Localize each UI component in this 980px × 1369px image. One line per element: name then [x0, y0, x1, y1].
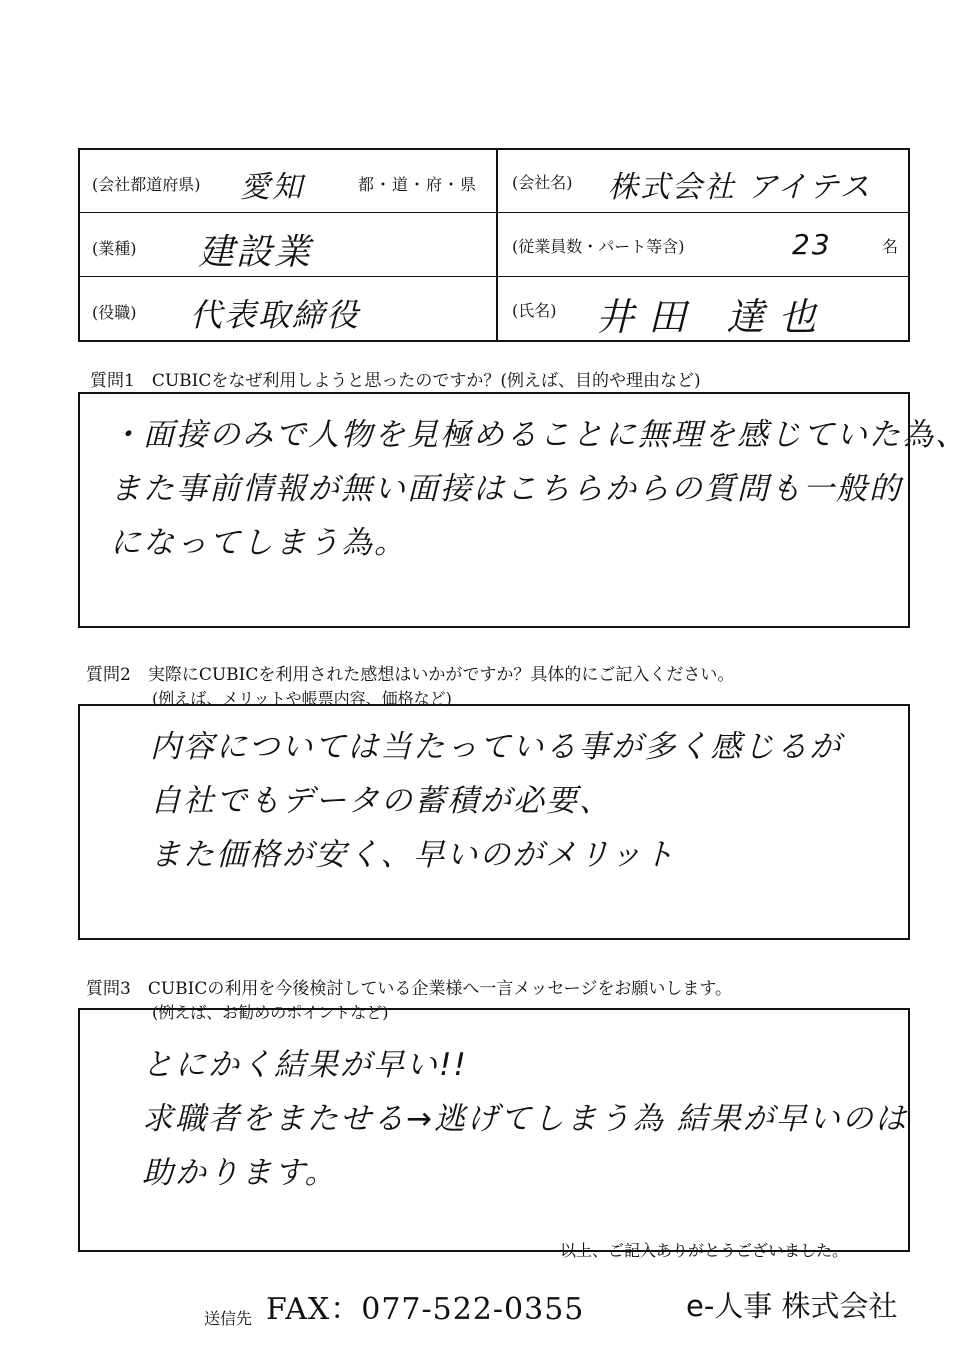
employees-value: 23	[792, 228, 832, 261]
question-3-answer-box	[78, 1008, 910, 1252]
question-1-answer-line: また事前情報が無い面接はこちらからの質問も一般的	[110, 471, 902, 507]
industry-value: 建設業	[198, 232, 313, 273]
question-1-title: 質問1 CUBICをなぜ利用しようと思ったのですか？(例えば、目的や理由など)	[90, 371, 701, 391]
table-divider-row-1	[80, 212, 908, 213]
question-3-answer-line: とにかく結果が早い!!	[142, 1047, 468, 1083]
question-1-answer-line: ・面接のみで人物を見極めることに無理を感じていた為、	[110, 417, 968, 453]
name-value: 井田 達也	[596, 295, 831, 339]
question-2-answer-line: 内容については当たっている事が多く感じるが	[150, 729, 843, 765]
send-to-label: 送信先	[204, 1309, 253, 1328]
prefecture-suffix: 都・道・府・県	[358, 175, 478, 194]
fax-number: FAX：077-522-0355	[266, 1292, 585, 1327]
name-label: (氏名)	[512, 301, 557, 320]
question-3-answer-line: 求職者をまたせる→逃げてしまう為 結果が早いのは	[142, 1101, 908, 1137]
industry-label: (業種)	[92, 239, 137, 258]
question-2-subtitle: (例えば、メリットや帳票内容、価格など)	[152, 689, 452, 708]
employees-unit: 名	[882, 237, 899, 256]
company-value: 株式会社 アイテス	[608, 170, 872, 205]
prefecture-value: 愛知	[240, 170, 304, 205]
table-divider-row-2	[80, 276, 908, 277]
question-2-answer-line: 自社でもデータの蓄積が必要、	[150, 783, 612, 819]
question-1-answer-box	[78, 392, 968, 628]
employees-label: (従業員数・パート等含)	[512, 237, 685, 256]
question-3-answer-line: 助かります。	[142, 1155, 338, 1191]
question-3-title: 質問3 CUBICの利用を今後検討している企業様へ一言メッセージをお願いします。	[86, 979, 732, 999]
prefecture-label: (会社都道府県)	[92, 175, 201, 194]
table-divider-vertical	[496, 150, 498, 340]
position-value: 代表取締役	[190, 296, 361, 334]
question-3-subtitle: (例えば、お勧めのポイントなど)	[152, 1003, 389, 1022]
company-label: (会社名)	[512, 173, 573, 192]
thanks-message: 以上、ご記入ありがとうございました。	[560, 1241, 849, 1260]
question-2-answer-box	[78, 704, 910, 940]
question-1-answer-line: になってしまう為。	[110, 525, 407, 561]
position-label: (役職)	[92, 303, 137, 322]
question-2-title: 質問2 実際にCUBICを利用された感想はいかがですか？具体的にご記入ください。	[86, 665, 735, 685]
info-table	[78, 148, 910, 342]
company-name: e-人事 株式会社	[686, 1289, 898, 1323]
question-2-answer-line: また価格が安く、早いのがメリット	[150, 837, 677, 873]
